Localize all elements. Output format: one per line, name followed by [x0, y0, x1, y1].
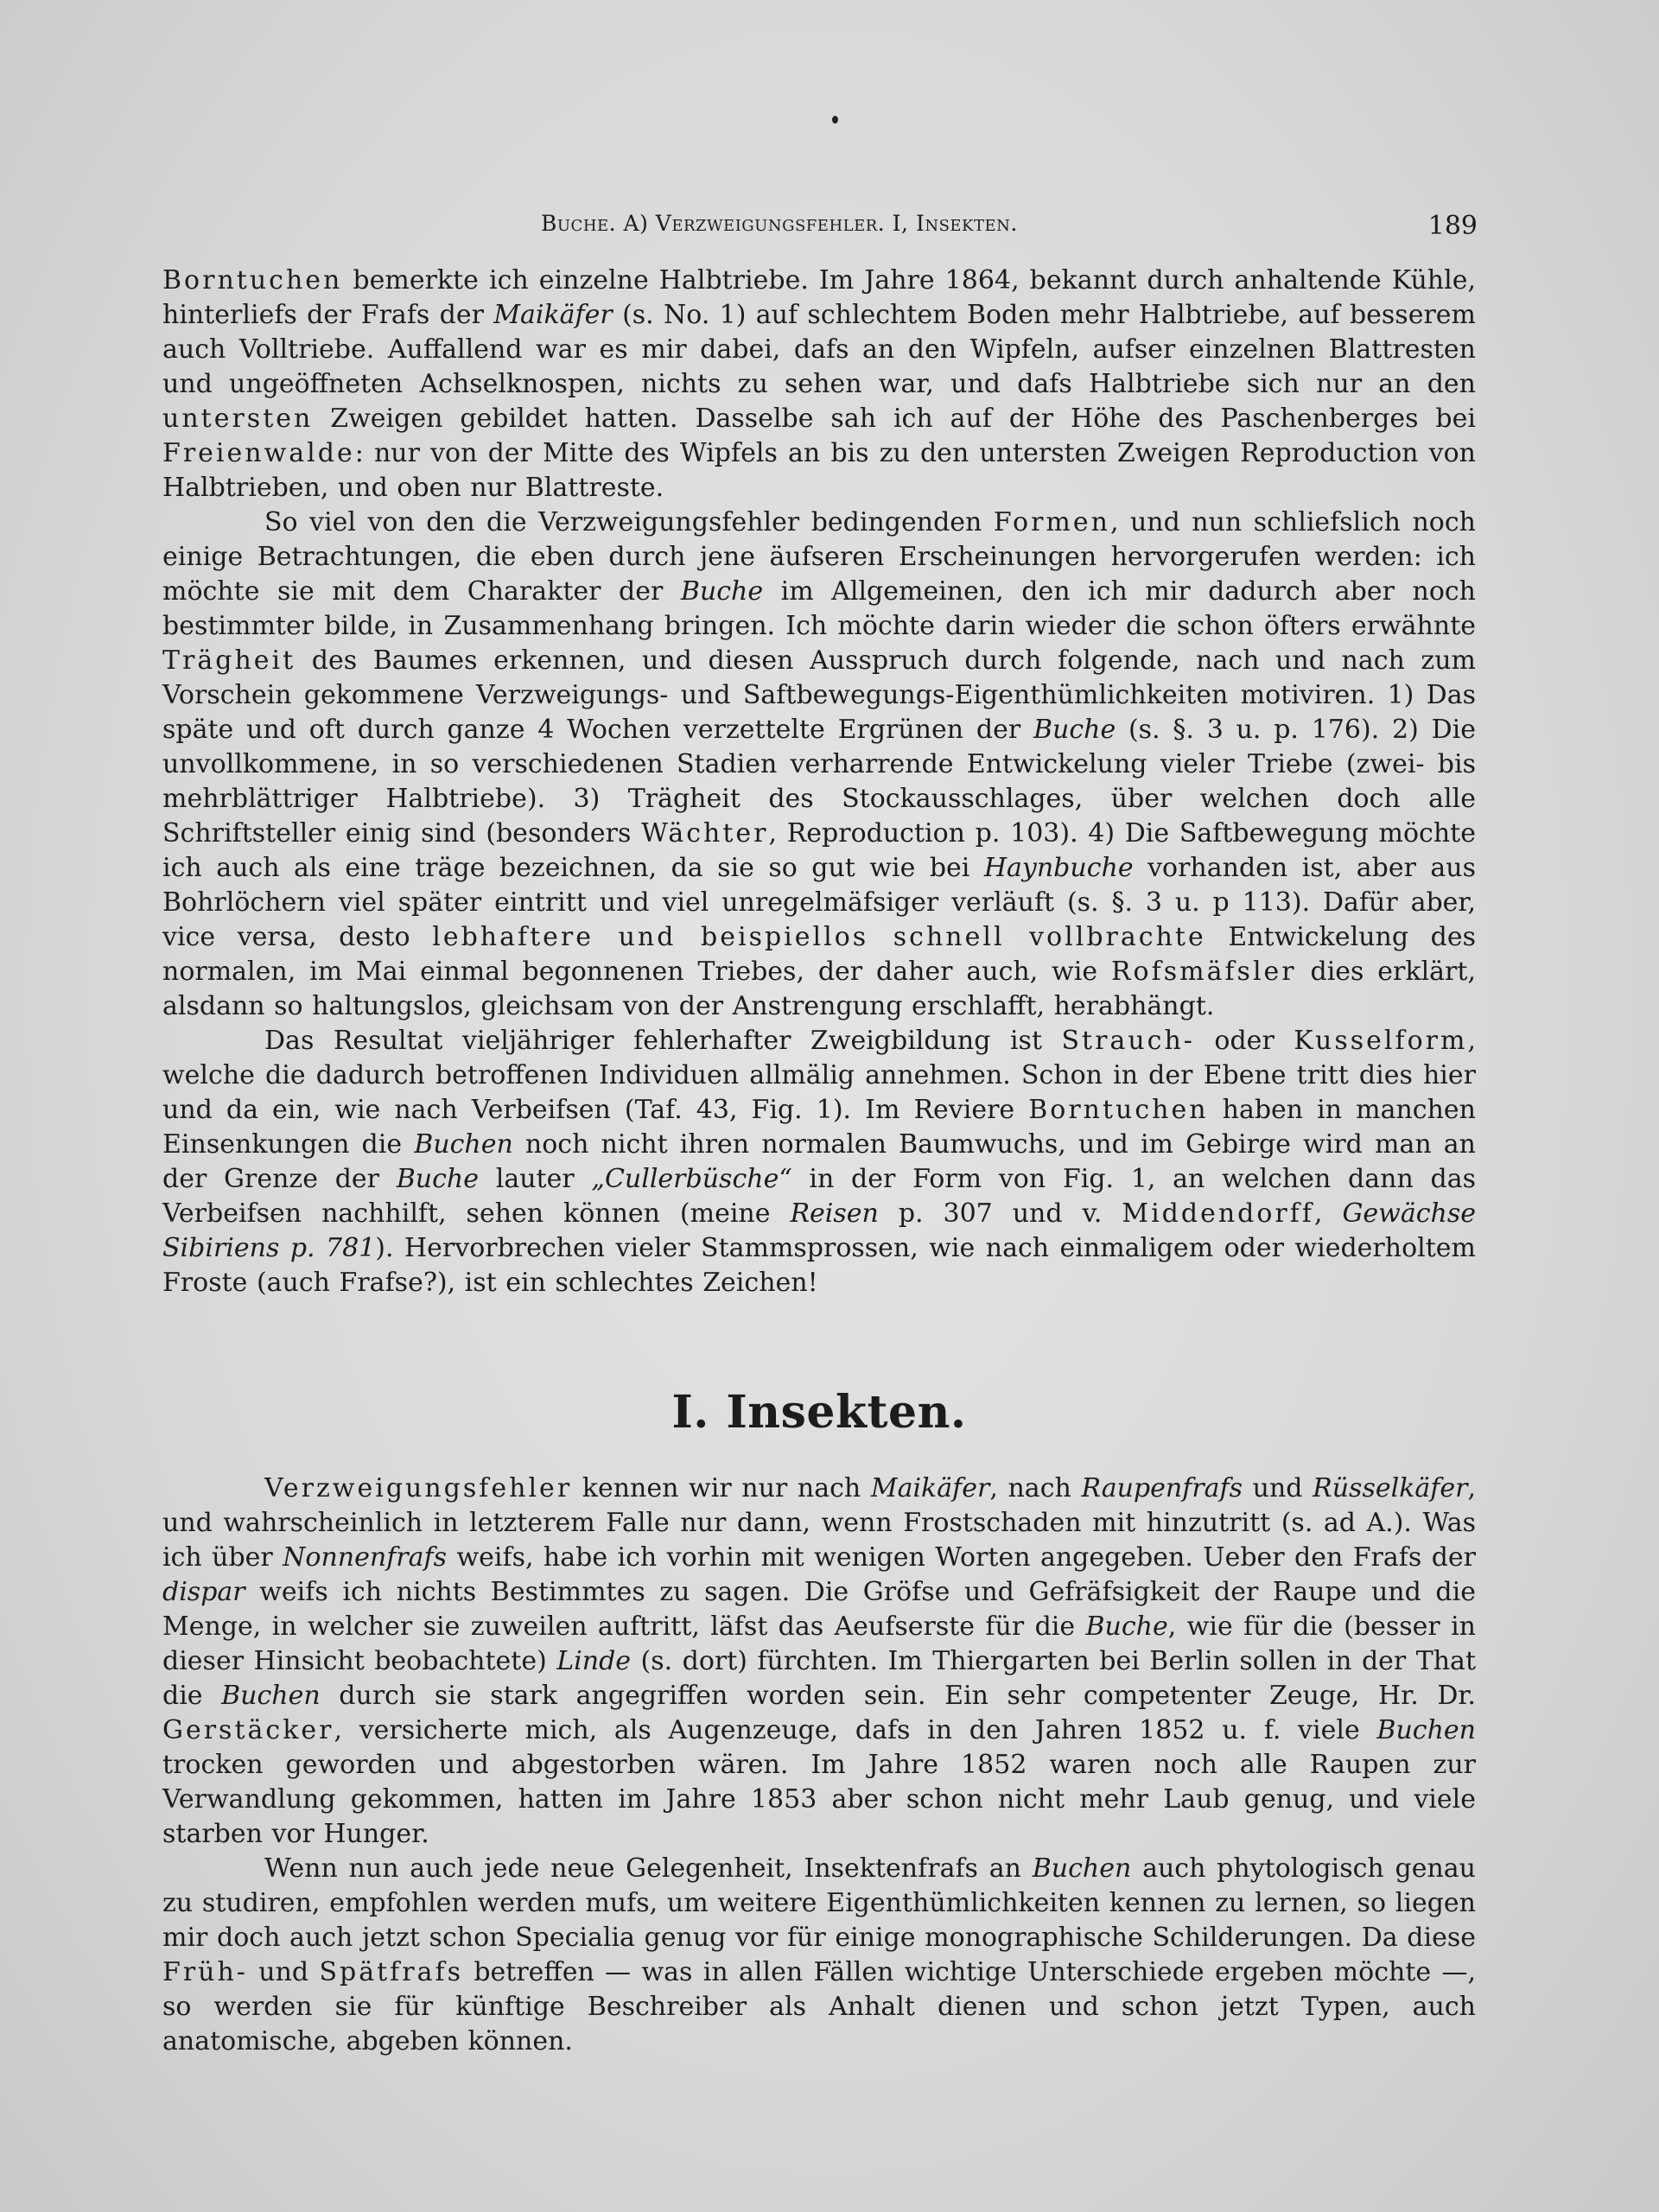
spaced-text: Früh-: [162, 1957, 248, 1987]
italic-text: Gewächse Sibiriens p. 781: [162, 1198, 1477, 1263]
italic-text: „Cullerbüsche“: [591, 1164, 792, 1194]
spaced-text: Verzweigungsfehler: [264, 1473, 573, 1503]
spaced-text: Formen: [993, 507, 1110, 537]
paragraph-text: lauter: [479, 1164, 592, 1194]
paragraph-text: trocken geworden und abgestorben wären. Im Jahre 1852 waren noch alle Raupen zur Verwandlung gekommen, hatten im Jahre 1853 aber schon nicht mehr Laub genug, und viele starben vor Hunger.: [162, 1750, 1476, 1849]
spaced-text: Freienwalde: [162, 438, 355, 468]
paragraph-text: (s. §. 3 u. p. 176). 2) Die unvollkommene, in so verschiedenen Stadien verharrende Entwickelung vieler Triebe (zwei- bis mehrblättriger Halbtriebe). 3) Trägheit des Stockausschlages, über welchen doch alle Schriftsteller einig sind (besonders: [162, 715, 1476, 849]
page-number: 189: [1427, 211, 1478, 241]
italic-text: Buche: [396, 1164, 479, 1194]
paragraph-text: Wenn nun auch jede neue Gelegenheit, Insektenfrafs an: [264, 1853, 1033, 1884]
paragraph-text: , wie für die (besser in dieser Hinsicht beobachtete): [162, 1611, 1477, 1676]
italic-text: Buche: [680, 576, 764, 607]
italic-text: Nonnenfrafs: [283, 1542, 448, 1573]
italic-text: Raupenfrafs: [1081, 1473, 1243, 1503]
paragraph-text: dies erklärt, alsdann so haltungslos, gleichsam von der Anstrengung erschlafft, herabhängt.: [162, 957, 1476, 1021]
running-title: Buche. A) Verzweigungsfehler. I, Insekten.: [541, 211, 1018, 236]
paragraph-text: , welche die dadurch betroffenen Individuen allmälig annehmen. Schon in der Ebene tritt dies hier und da ein, wie nach Verbeifsen (Taf. 43, Fig. 1). Im Reviere: [162, 1026, 1476, 1125]
italic-text: Buchen: [1032, 1853, 1132, 1884]
spaced-text: Kusselform: [1294, 1026, 1468, 1056]
paragraph-text: durch sie stark angegriffen worden sein. Ein sehr competenter Zeuge, Hr. Dr.: [320, 1681, 1476, 1711]
spaced-text: Middendorff: [1122, 1198, 1314, 1229]
paragraph-text: , nach: [989, 1473, 1082, 1503]
paragraph-text: , und wahrscheinlich in letzterem Falle nur dann, wenn Frostschaden mit hinzutritt (s. ad A.). Was ich über: [162, 1473, 1476, 1573]
paragraph-text: : nur von der Mitte des Wipfels an bis zu den untersten Zweigen Reproduction von Halbtrieben, und oben nur Blattreste.: [162, 438, 1476, 503]
italic-text: Linde: [556, 1646, 632, 1676]
paragraph-text: weifs ich nichts Bestimmtes zu sagen. Die Gröfse und Gefräfsigkeit der Raupe und die Menge, in welcher sie zuweilen auftritt, läfst das Aeufserste für die: [162, 1577, 1476, 1642]
spaced-text: Rofsmäfsler: [1110, 957, 1297, 987]
spaced-text: Spätfrafs: [319, 1957, 463, 1987]
paragraph-text: oder: [1194, 1026, 1294, 1056]
paragraph-text: kennen wir nur nach: [572, 1473, 871, 1503]
paragraph-text: (s. No. 1) auf schlechtem Boden mehr Halbtriebe, auf besserem auch Volltriebe. Auffallend war es mir dabei, dafs an den Wipfeln, aufser einzelnen Blattresten und ungeöffneten Achselknospen, nichts zu sehen war, und dafs Halbtriebe sich nur an den: [162, 300, 1476, 399]
page-body: [162, 264, 1476, 2059]
paragraph-text: des Baumes erkennen, und diesen Ausspruch durch folgende, nach und nach zum Vorschein gekommene Verzweigungs- und Saftbewegungs-Eigenthümlichkeiten motiviren. 1) Das späte und oft durch ganze 4 Wochen verzettelte Ergrünen der: [162, 645, 1476, 745]
spaced-text: Trägheit: [162, 645, 296, 676]
italic-text: dispar: [162, 1577, 245, 1607]
italic-text: Buche: [1033, 715, 1116, 745]
paragraph-text: und: [247, 1957, 320, 1987]
paragraph-text: (s. dort) fürchten. Im Thiergarten bei Berlin sollen in der That die: [162, 1646, 1476, 1711]
paragraph-text: betreffen — was in allen Fällen wichtige Unterschiede ergeben möchte —, so werden sie für künftige Beschreiber als Anhalt dienen und schon jetzt Typen, auch anatomische, abgeben können.: [162, 1957, 1476, 2056]
running-head: [156, 207, 1478, 251]
spaced-text: untersten: [162, 404, 314, 434]
italic-text: Buchen: [1376, 1715, 1476, 1745]
spaced-text: Wächter: [641, 818, 769, 849]
spaced-text: Strauch-: [1061, 1026, 1195, 1056]
italic-text: Maikäfer: [493, 300, 613, 330]
paragraph-3: [162, 1024, 1476, 1300]
paragraph-text: noch nicht ihren normalen Baumwuchs, und im Gebirge wird man an der Grenze der: [162, 1129, 1476, 1194]
paragraph-4: [162, 1471, 1476, 1852]
spaced-text: Gerstäcker: [162, 1715, 334, 1745]
paragraph-text: weifs, habe ich vorhin mit wenigen Worten angegeben. Ueber den Frafs der: [447, 1542, 1476, 1573]
paragraph-1: [162, 264, 1476, 505]
paragraph-text: in der Form von Fig. 1, an welchen dann das Verbeifsen nachhilft, sehen können (meine: [162, 1164, 1476, 1229]
italic-text: Buchen: [414, 1129, 513, 1160]
paragraph-text: Zweigen gebildet hatten. Dasselbe sah ich auf der Höhe des Paschenberges bei: [313, 404, 1476, 434]
spaced-text: Borntuchen: [162, 265, 343, 296]
paragraph-text: Entwickelung des normalen, im Mai einmal begonnenen Triebes, der daher auch, wie: [162, 922, 1476, 987]
paragraph-text: Das Resultat vieljähriger fehlerhafter Zweigbildung ist: [264, 1026, 1062, 1056]
spaced-text: lebhaftere und beispiellos schnell vollbrachte: [432, 922, 1206, 952]
paragraph-text: , Reproduction p. 103). 4) Die Saftbewegung möchte ich auch als eine träge bezeichnen, da sie so gut wie bei: [162, 818, 1476, 883]
paragraph-text: , versicherte mich, als Augenzeuge, dafs in den Jahren 1852 u. f. viele: [334, 1715, 1377, 1745]
spaced-text: Borntuchen: [1028, 1095, 1209, 1125]
paragraph-text: bemerkte ich einzelne Halbtriebe. Im Jahre 1864, bekannt durch anhaltende Kühle, hinterliefs der Frafs der: [162, 265, 1476, 330]
italic-text: Rüsselkäfer: [1313, 1473, 1468, 1503]
italic-text: Reisen: [790, 1198, 879, 1229]
paragraph-text: haben in manchen Einsenkungen die: [162, 1095, 1476, 1160]
paragraph-2: [162, 505, 1476, 1024]
paragraph-text: p. 307 und v.: [878, 1198, 1122, 1229]
paragraph-text: ). Hervorbrechen vieler Stammsprossen, wie nach einmaligem oder wiederholtem Froste (auch Frafse?), ist ein schlechtes Zeichen!: [162, 1233, 1476, 1298]
paragraph-text: So viel von den die Verzweigungsfehler bedingenden: [264, 507, 994, 537]
paragraph-text: und: [1243, 1473, 1313, 1503]
section-heading: I. Insekten.: [671, 1386, 967, 1439]
paragraph-text: ,: [1313, 1198, 1343, 1229]
italic-text: Buchen: [221, 1681, 321, 1711]
italic-text: Haynbuche: [983, 853, 1134, 883]
paragraph-text: im Allgemeinen, den ich mir dadurch aber noch bestimmter bilde, in Zusammenhang bringen. Ich möchte darin wieder die schon öfters erwähnte: [162, 576, 1476, 641]
paragraph-text: auch phytologisch genau zu studiren, empfohlen werden mufs, um weitere Eigenthümlichkeiten kennen zu lernen, so liegen mir doch auch jetzt schon Specialia genug vor für einige monographische Schilderungen. Da diese: [162, 1853, 1476, 1953]
paragraph-text: vorhanden ist, aber aus Bohrlöchern viel später eintritt und viel unregelmäfsiger verläuft (s. §. 3 u. p 113). Dafür aber, vice versa, desto: [162, 853, 1476, 952]
paragraph-text: , und nun schliefslich noch einige Betrachtungen, die eben durch jene äufseren Erscheinungen hervorgerufen werden: ich möchte sie mit dem Charakter der: [162, 507, 1476, 607]
printed-dot: [832, 116, 838, 124]
italic-text: Maikäfer: [870, 1473, 990, 1503]
italic-text: Buche: [1085, 1611, 1168, 1642]
paragraph-5: [162, 1852, 1476, 2059]
